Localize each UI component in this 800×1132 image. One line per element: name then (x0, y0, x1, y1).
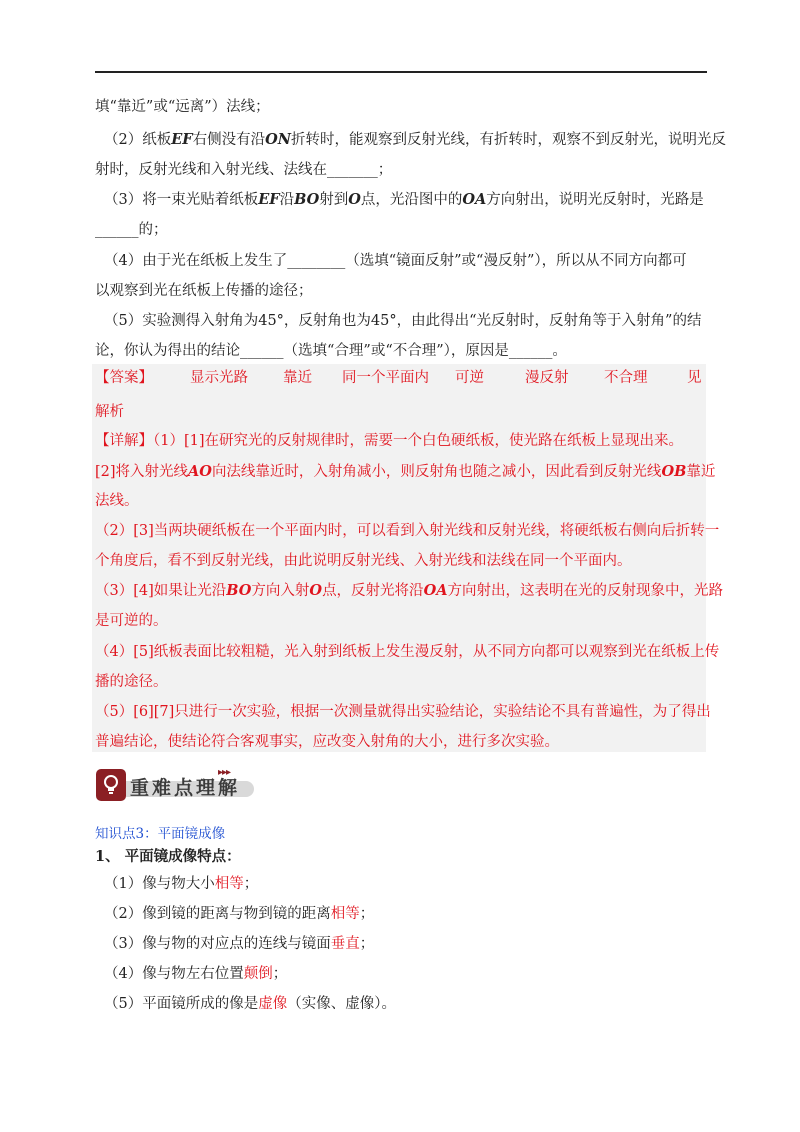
answer-item: 可逆 (455, 370, 484, 386)
list-item: （1）像与物大小相等； (104, 876, 259, 892)
question-5-line-1: （5）实验测得入射角为45°，反射角也为45°，由此得出“光反射时，反射角等于入射角”的结 (104, 313, 702, 329)
list-item: （3）像与物的对应点的连线与镜面垂直； (104, 936, 375, 952)
knowledge-point-title: 知识点3：平面镜成像 (95, 826, 226, 842)
answer-item: 不合理 (604, 370, 648, 386)
answer-item: 显示光路 (190, 370, 248, 386)
question-2-line-1: （2）纸板EF右侧没有沿ON折转时，能观察到反射光线，有折转时，观察不到反射光，说明光反 (104, 131, 726, 148)
answer-item: 同一个平面内 (342, 370, 429, 386)
detail-line: 播的途径。 (95, 674, 168, 690)
detail-line: （5）[6][7]只进行一次实验，根据一次测量就得出实验结论，实验结论不具有普遍性，为了得出 (95, 704, 711, 720)
question-4-line-2: 以观察到光在纸板上传播的途径； (95, 283, 313, 299)
answer-wrap: 解析 (95, 404, 124, 420)
question-3-line-2: ______的； (95, 222, 168, 238)
list-item: （4）像与物左右位置颠倒； (104, 966, 288, 982)
lightbulb-icon (96, 769, 126, 801)
detail-line: （4）[5]纸板表面比较粗糙，光入射到纸板上发生漫反射，从不同方向都可以观察到光在纸板上传 (95, 644, 720, 660)
detail-line: 普遍结论，使结论符合客观事实，应改变入射角的大小，进行多次实验。 (95, 734, 559, 750)
question-1-continued: 填“靠近”或“远离”）法线； (95, 99, 270, 115)
detail-line: （2）[3]当两块硬纸板在一个平面内时，可以看到入射光线和反射光线，将硬纸板右侧向后折转一 (95, 523, 720, 539)
question-5-line-2: 论，你认为得出的结论______（选填“合理”或“不合理”），原因是______。 (95, 343, 567, 359)
answer-item: 靠近 (283, 370, 312, 386)
list-item: （5）平面镜所成的像是虚像（实像、虚像）。 (104, 996, 396, 1012)
detail-line: [2]将入射光线AO向法线靠近时，入射角减小，则反射角也随之减小，因此看到反射光线OB靠近 (95, 463, 716, 480)
banner-title: 重难点理解 (130, 777, 241, 799)
question-3-line-1: （3）将一束光贴着纸板EF沿BO射到O点，光沿图中的OA方向射出，说明光反射时，光路是 (104, 191, 704, 208)
detail-line: 【详解】（1）[1]在研究光的反射规律时，需要一个白色硬纸板，使光路在纸板上显现出来。 (95, 433, 684, 449)
list-item: （2）像到镜的距离与物到镜的距离相等； (104, 906, 375, 922)
answer-item: 见 (687, 370, 702, 386)
question-2-line-2: 射时，反射光线和入射光线、法线在_______； (95, 162, 393, 178)
section-banner (96, 767, 256, 803)
banner-arrows: ▸▸▸ (218, 767, 231, 778)
knowledge-heading: 1、 平面镜成像特点： (95, 848, 241, 865)
answer-label: 【答案】 (95, 370, 153, 386)
header-rule (95, 71, 707, 73)
question-4-line-1: （4）由于光在纸板上发生了________（选填“镜面反射”或“漫反射”），所以从不同方向都可 (104, 253, 687, 269)
detail-line: 个角度后，看不到反射光线，由此说明反射光线、入射光线和法线在同一个平面内。 (95, 553, 632, 569)
detail-line: （3）[4]如果让光沿BO方向入射O点，反射光将沿OA方向射出，这表明在光的反射现象中，光路 (95, 582, 723, 599)
detail-line: 法线。 (95, 493, 139, 509)
answer-item: 漫反射 (525, 370, 569, 386)
detail-line: 是可逆的。 (95, 613, 168, 629)
